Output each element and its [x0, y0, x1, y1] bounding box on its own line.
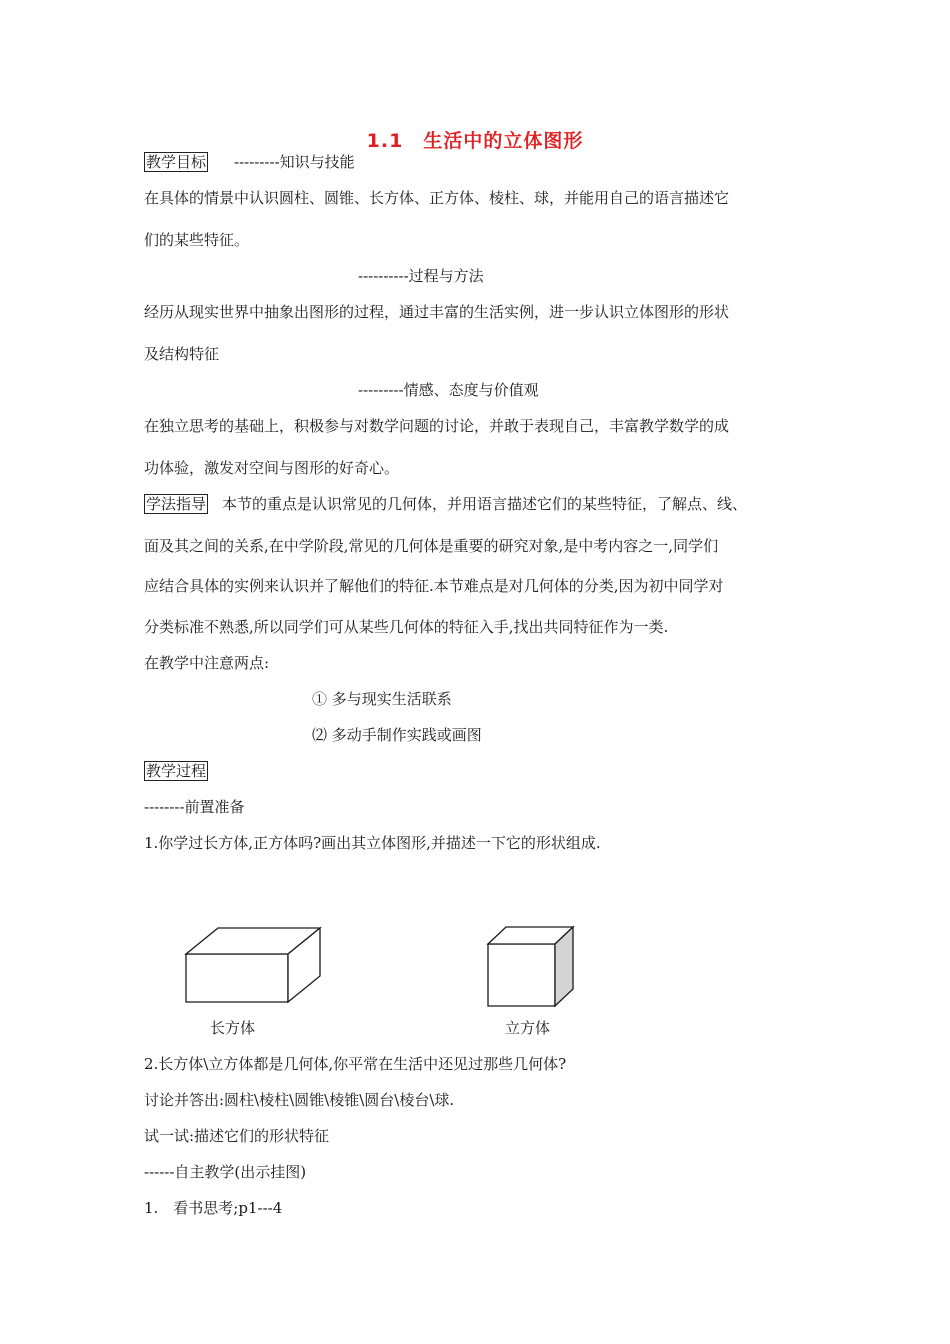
- guidance-line2: 面及其之间的关系,在中学阶段,常见的几何体是重要的研究对象,是中考内容之一,同学们: [144, 537, 719, 555]
- objectives-p3-line2: 功体验，激发对空间与图形的好奇心。: [144, 459, 400, 477]
- process-try: 试一试:描述它们的形状特征: [144, 1127, 330, 1145]
- objectives-p1-line2: 们的某些特征。: [144, 231, 250, 249]
- guidance-line3: 应结合具体的实例来认识并了解他们的特征.本节难点是对几何体的分类,因为初中同学对: [144, 577, 724, 595]
- guidance-line1-row: [144, 494, 747, 514]
- objectives-header: [144, 152, 355, 172]
- guidance-line4: 分类标准不熟悉,所以同学们可从某些几何体的特征入手,找出共同特征作为一类.: [144, 618, 669, 636]
- objectives-p2-line1: 经历从现实世界中抽象出图形的过程，通过丰富的生活实例，进一步认识立体图形的形状: [144, 303, 730, 321]
- cube-figure: [480, 922, 580, 1012]
- guidance-line5: 在教学中注意两点:: [144, 654, 270, 672]
- objectives-p1-line1: 在具体的情景中认识圆柱、圆锥、长方体、正方体、棱柱、球，并能用自己的语言描述它: [144, 189, 730, 207]
- guidance-point1: ① 多与现实生活联系: [312, 690, 452, 708]
- cube-caption: 立方体: [505, 1019, 551, 1037]
- process-question-2: 2.长方体\立方体都是几何体,你平常在生活中还见过那些几何体?: [144, 1055, 567, 1073]
- process-sub-self-study: ------自主教学(出示挂图): [144, 1163, 307, 1181]
- cuboid-front-face: [186, 954, 288, 1002]
- process-header: [144, 761, 208, 781]
- cube-front-face: [488, 944, 555, 1006]
- page-title: 1.1 生活中的立体图形: [366, 130, 584, 152]
- cuboid-caption: 长方体: [210, 1019, 256, 1037]
- objectives-sub-attitude: ---------情感、态度与价值观: [358, 381, 539, 399]
- guidance-point2: ⑵ 多动手制作实践或画图: [312, 726, 482, 744]
- process-discussion: 讨论并答出:圆柱\棱柱\圆锥\棱锥\圆台\棱台\球.: [144, 1091, 455, 1109]
- guidance-label: 学法指导: [146, 495, 207, 513]
- process-label: 教学过程: [146, 762, 207, 780]
- process-sub-prep: --------前置准备: [144, 798, 245, 816]
- process-question-1: 1.你学过长方体,正方体吗?画出其立体图形,并描述一下它的形状组成.: [144, 834, 601, 852]
- process-step-1: 1. 看书思考;p1---4: [144, 1199, 283, 1217]
- objectives-sub-knowledge: ---------知识与技能: [234, 153, 355, 171]
- cuboid-figure: [180, 922, 340, 1006]
- guidance-line1: 本节的重点是认识常见的几何体，并用语言描述它们的某些特征，了解点、线、: [222, 495, 748, 513]
- objectives-p2-line2: 及结构特征: [144, 345, 220, 363]
- objectives-sub-process: ----------过程与方法: [358, 267, 484, 285]
- objectives-p3-line1: 在独立思考的基础上，积极参与对数学问题的讨论，并敢于表现自己，丰富教学数学的成: [144, 417, 730, 435]
- objectives-label: 教学目标: [146, 153, 207, 171]
